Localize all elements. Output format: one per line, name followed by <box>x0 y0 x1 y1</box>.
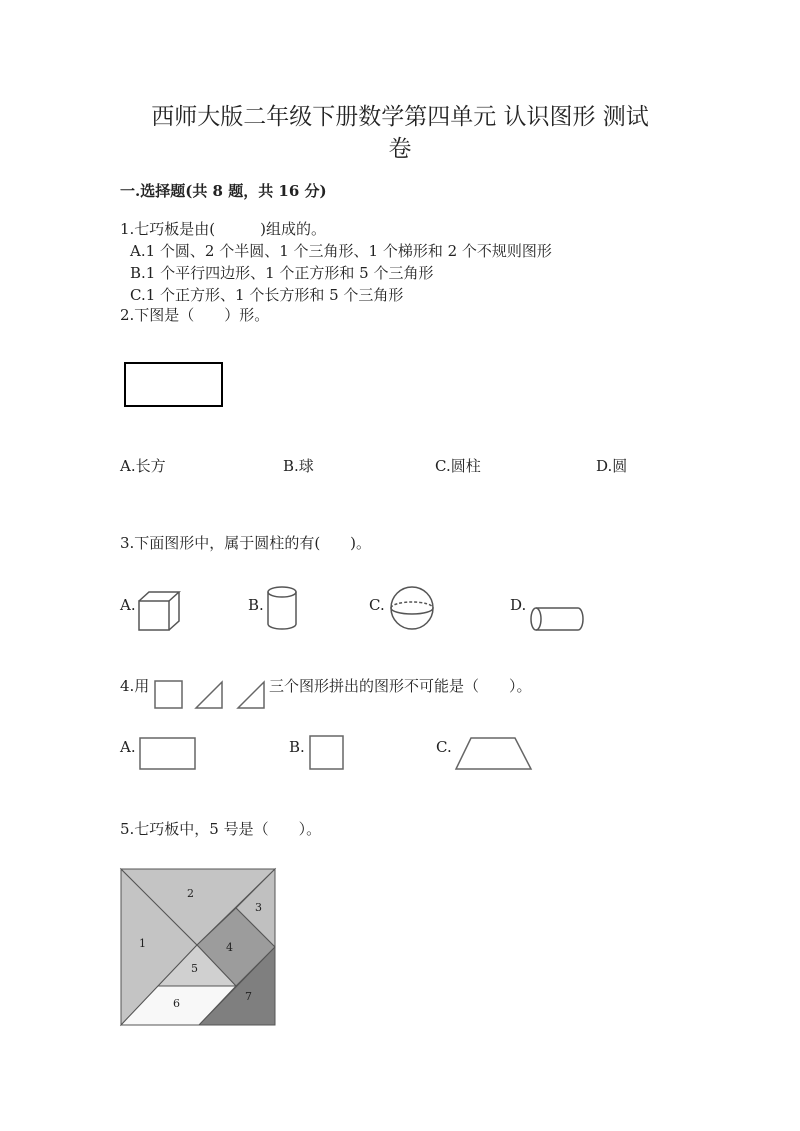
q4-stem-prefix: 4.用 <box>120 677 150 695</box>
q1-option-a: A.1 个圆、2 个半圆、1 个三角形、1 个梯形和 2 个不规则图形 <box>130 242 552 260</box>
q4-square-figure <box>309 735 345 771</box>
q1-option-c: C.1 个正方形、1 个长方形和 5 个三角形 <box>130 286 404 304</box>
tangram-label-6: 6 <box>173 997 180 1010</box>
q2-option-a: A.长方 <box>120 457 166 475</box>
q5-stem: 5.七巧板中，5 号是（ ）。 <box>120 820 322 838</box>
q2-option-d: D.圆 <box>596 457 628 475</box>
q2-rectangle-figure <box>124 362 224 408</box>
tangram-label-3: 3 <box>255 901 262 914</box>
cube-figure <box>137 590 183 632</box>
q3-stem: 3.下面图形中，属于圆柱的有( )。 <box>120 534 372 552</box>
cylinder-figure <box>266 586 300 632</box>
tangram-label-7: 7 <box>245 990 252 1003</box>
page-title-line1: 西师大版二年级下册数学第四单元 认识图形 测试 <box>151 104 649 130</box>
q3-option-a: A. <box>120 596 136 614</box>
q1-stem: 1.七巧板是由( )组成的。 <box>120 220 327 238</box>
q4-trapezoid-figure <box>455 736 533 772</box>
q2-stem: 2.下图是（ ）形。 <box>120 306 270 324</box>
section-heading: 一.选择题(共 8 题，共 16 分) <box>120 182 327 200</box>
q2-option-c: C.圆柱 <box>435 457 481 475</box>
tangram-label-5: 5 <box>191 962 198 975</box>
sphere-figure <box>388 586 438 632</box>
q4-rectangle-figure <box>139 737 197 771</box>
q4-option-c: C. <box>436 738 452 756</box>
q1-option-b: B.1 个平行四边形、1 个正方形和 5 个三角形 <box>130 264 434 282</box>
q4-option-b: B. <box>289 738 305 756</box>
horizontal-cylinder-figure <box>528 606 586 634</box>
page-title-line2: 卷 <box>388 136 412 162</box>
q4-pieces-figure <box>154 680 274 712</box>
q4-stem-suffix: 三个图形拼出的图形不可能是（ ）。 <box>269 677 532 695</box>
q3-option-c: C. <box>369 596 385 614</box>
tangram-figure <box>121 869 277 1027</box>
q3-option-b: B. <box>248 596 264 614</box>
tangram-label-2: 2 <box>187 887 194 900</box>
tangram-label-4: 4 <box>226 941 233 954</box>
tangram-label-1: 1 <box>139 937 146 950</box>
q4-option-a: A. <box>120 738 136 756</box>
q3-option-d: D. <box>510 596 527 614</box>
q2-option-b: B.球 <box>283 457 314 475</box>
